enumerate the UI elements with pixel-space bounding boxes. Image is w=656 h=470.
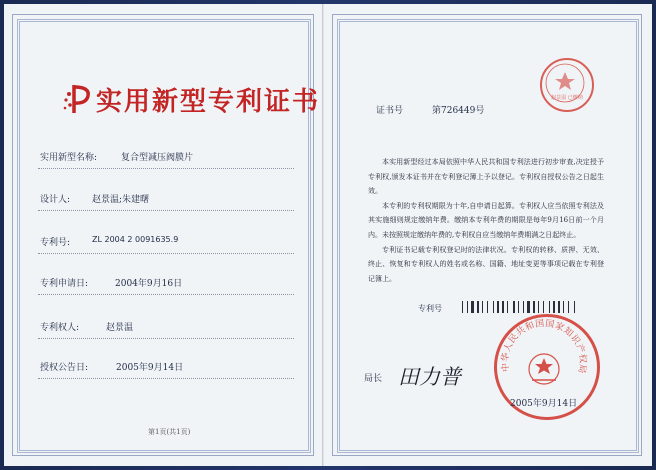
barcode-bar	[561, 301, 562, 313]
barcode-bar	[475, 301, 476, 313]
patentee-value: 赵景温	[106, 323, 134, 333]
barcode-bar	[493, 301, 494, 313]
page-footer: 第1页(共1页)	[148, 428, 191, 436]
divider	[38, 168, 294, 169]
barcode-bar	[568, 301, 569, 313]
body-paragraph-3: 专利证书记载专利权登记时的法律状况。专利权的转移、质押、无效、终止、恢复和专利权人的姓名或名称、国籍、地址变更等事项记载在专利登记簿上。	[368, 245, 604, 283]
barcode-bar	[576, 301, 577, 313]
inventor-value: 赵景温;朱建曙	[92, 195, 150, 205]
official-seal-text: 中华人民共和国国家知识产权局	[500, 318, 588, 375]
barcode-bar	[553, 301, 555, 313]
barcode-bar	[471, 301, 474, 313]
barcode-bar	[497, 301, 499, 313]
barcode-bar	[556, 301, 557, 313]
grant-date: 2005年9月14日	[116, 363, 184, 373]
barcode-bar	[482, 301, 483, 313]
barcode-bar	[543, 301, 544, 313]
utility-model-name: 复合型减压阀膜片	[121, 153, 194, 163]
barcode-bar	[509, 301, 512, 313]
director-signature: 田力普	[398, 365, 461, 389]
barcode-bar	[538, 301, 539, 313]
barcode-bar	[477, 301, 479, 313]
patentee-label: 专利权人:	[40, 323, 80, 333]
grant-date-label: 授权公告日:	[40, 363, 89, 373]
patent-number: ZL 2004 2 0091635.9	[92, 235, 179, 244]
barcode-bar	[487, 301, 488, 313]
utility-model-name-label: 实用新型名称:	[40, 153, 98, 163]
barcode-bar	[502, 301, 504, 313]
issue-date: 2005年9月14日	[510, 399, 578, 409]
barcode-bar	[533, 301, 535, 313]
inventor-label: 设计人:	[40, 195, 71, 205]
divider	[38, 253, 294, 254]
barcode-bar	[513, 301, 515, 313]
barcode-bar	[516, 301, 517, 313]
barcode-bar	[570, 301, 573, 313]
barcode-bar	[531, 301, 532, 313]
patent-no-barcode-label: 专利号	[418, 304, 442, 313]
certificate-number: 第726449号	[432, 106, 485, 116]
body-paragraph-1: 本实用新型经过本局依照中华人民共和国专利法进行初步审查,决定授予专利权,颁发本证书并在专利登记簿上予以登记。专利权自授权公告之日起生效。	[368, 158, 604, 196]
barcode-bar	[549, 301, 550, 313]
certificate-body-text	[368, 155, 604, 286]
barcode-bar	[563, 301, 564, 313]
certificate-title: 实用新型专利证书	[96, 86, 321, 117]
barcode-bar	[525, 301, 526, 313]
barcode-bar	[551, 301, 552, 313]
director-label: 局长	[364, 374, 383, 384]
barcode-bar	[464, 301, 466, 313]
barcode-bar	[565, 301, 567, 313]
barcode-bar	[505, 301, 506, 313]
certificate-title-block	[62, 79, 320, 119]
barcode-bar	[469, 301, 470, 313]
patent-barcode	[462, 301, 622, 313]
barcode-bar	[523, 301, 524, 313]
patent-office-logo-icon	[62, 82, 92, 116]
barcode-bar	[507, 301, 508, 313]
barcode-bar	[520, 301, 522, 313]
fee-paid-stamp-text: 赵景温 已缴纳	[551, 95, 583, 101]
divider	[38, 378, 294, 379]
barcode-bar	[574, 301, 575, 313]
barcode-bar	[495, 301, 496, 313]
filing-date-label: 专利申请日:	[40, 279, 89, 289]
barcode-bar	[558, 301, 560, 313]
barcode-bar	[489, 301, 492, 313]
barcode-bar	[527, 301, 530, 313]
filing-date: 2004年9月16日	[115, 279, 183, 289]
barcode-bar	[484, 301, 486, 313]
barcode-bar	[480, 301, 481, 313]
barcode-bar	[462, 301, 463, 313]
fee-paid-stamp	[540, 58, 594, 112]
barcode-bar	[467, 301, 468, 313]
barcode-bar	[536, 301, 537, 313]
certificate-number-label: 证书号	[376, 106, 404, 116]
barcode-bar	[518, 301, 519, 313]
divider	[38, 294, 294, 295]
divider	[38, 338, 294, 339]
patent-number-label: 专利号:	[40, 238, 71, 248]
body-paragraph-2: 本专利的专利权期限为十年,自申请日起算。专利权人应当依照专利法及其实施细则规定缴纳年费。缴纳本专利年费的期限是每年9月16日前一个月内。未按照规定缴纳年费的,专利权自应当缴纳年费期满之日起终止。	[368, 201, 604, 239]
barcode-bar	[540, 301, 542, 313]
divider	[38, 210, 294, 211]
barcode-bar	[545, 301, 548, 313]
barcode-bar	[500, 301, 501, 313]
